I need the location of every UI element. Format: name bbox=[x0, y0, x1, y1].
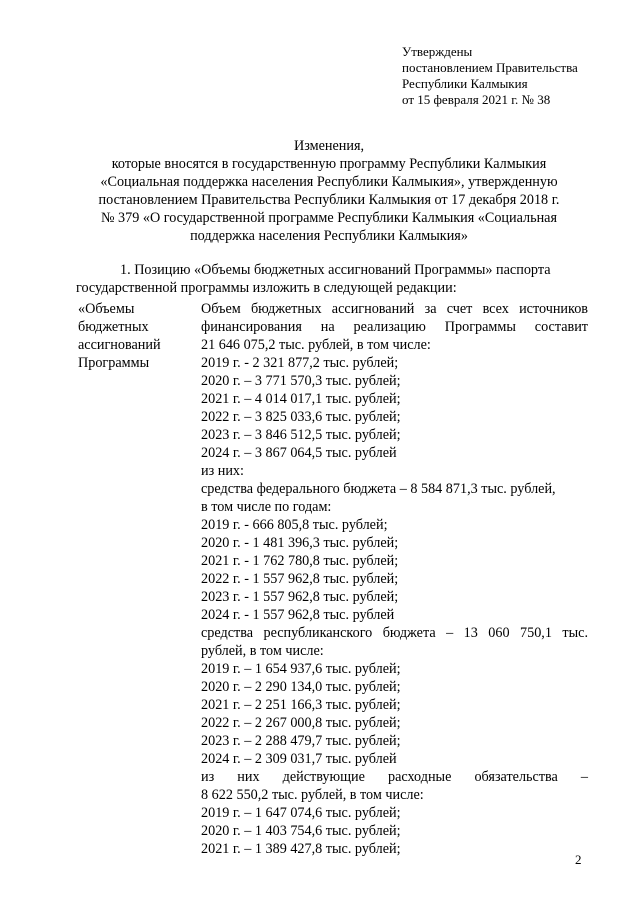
table-value-column bbox=[201, 300, 588, 858]
table-label-column bbox=[78, 300, 190, 372]
value-line: 8 622 550,2 тыс. рублей, в том числе: bbox=[201, 787, 424, 803]
approval-line: постановлением Правительства bbox=[402, 60, 578, 75]
value-line: 2023 г. – 2 288 479,7 тыс. рублей; bbox=[201, 733, 401, 749]
value-line: 2019 г. – 1 647 074,6 тыс. рублей; bbox=[201, 805, 401, 821]
value-line: рублей, в том числе: bbox=[201, 643, 324, 659]
value-line: 2019 г. - 2 321 877,2 тыс. рублей; bbox=[201, 355, 399, 371]
title-line: постановлением Правительства Республики Калмыкия от 17 декабря 2018 г. bbox=[98, 192, 560, 208]
value-line: Объем бюджетных ассигнований за счет всех источников bbox=[201, 301, 588, 317]
label-line: ассигнований bbox=[78, 337, 161, 353]
value-line: 2020 г. – 1 403 754,6 тыс. рублей; bbox=[201, 823, 401, 839]
value-line: 2020 г. – 2 290 134,0 тыс. рублей; bbox=[201, 679, 401, 695]
value-line: 2021 г. – 2 251 166,3 тыс. рублей; bbox=[201, 697, 401, 713]
approval-stamp bbox=[402, 44, 578, 108]
label-line: бюджетных bbox=[78, 319, 149, 335]
approval-line: от 15 февраля 2021 г. № 38 bbox=[402, 92, 551, 107]
value-line: финансирования на реализацию Программы составит bbox=[201, 319, 588, 335]
value-line: средства федерального бюджета – 8 584 871,3 тыс. рублей, bbox=[201, 481, 556, 497]
title-line: Изменения, bbox=[293, 138, 365, 154]
value-line: 2019 г. - 666 805,8 тыс. рублей; bbox=[201, 517, 388, 533]
value-line: средства республиканского бюджета – 13 060 750,1 тыс. bbox=[201, 625, 588, 641]
value-line: 2021 г. – 4 014 017,1 тыс. рублей; bbox=[201, 391, 401, 407]
title-line: «Социальная поддержка населения Республики Калмыкия», утвержденную bbox=[100, 174, 558, 190]
intro-paragraph bbox=[76, 261, 586, 297]
value-line: 2021 г. - 1 762 780,8 тыс. рублей; bbox=[201, 553, 399, 569]
intro-line: государственной программы изложить в следующей редакции: bbox=[76, 280, 457, 296]
value-line: в том числе по годам: bbox=[201, 499, 332, 515]
approval-line: Утверждены bbox=[402, 44, 473, 59]
value-line: 21 646 075,2 тыс. рублей, в том числе: bbox=[201, 337, 431, 353]
value-line: 2024 г. – 3 867 064,5 тыс. рублей bbox=[201, 445, 397, 461]
title-line: которые вносятся в государственную программу Республики Калмыкия bbox=[111, 156, 547, 172]
value-line: 2020 г. – 3 771 570,3 тыс. рублей; bbox=[201, 373, 401, 389]
value-line: 2023 г. – 3 846 512,5 тыс. рублей; bbox=[201, 427, 401, 443]
page-number: 2 bbox=[575, 852, 582, 867]
value-line: из них: bbox=[201, 463, 244, 479]
value-line: 2022 г. – 3 825 033,6 тыс. рублей; bbox=[201, 409, 401, 425]
value-line: из них действующие расходные обязательства – bbox=[201, 769, 588, 785]
intro-line: 1. Позицию «Объемы бюджетных ассигнований Программы» паспорта bbox=[120, 262, 551, 278]
title-line: № 379 «О государственной программе Республики Калмыкия «Социальная bbox=[100, 210, 558, 226]
value-line: 2024 г. – 2 309 031,7 тыс. рублей bbox=[201, 751, 397, 767]
value-line: 2022 г. – 2 267 000,8 тыс. рублей; bbox=[201, 715, 401, 731]
label-line: Программы bbox=[78, 355, 150, 371]
value-line: 2019 г. – 1 654 937,6 тыс. рублей; bbox=[201, 661, 401, 677]
title-line: поддержка населения Республики Калмыкия» bbox=[190, 228, 468, 244]
value-line: 2024 г. - 1 557 962,8 тыс. рублей bbox=[201, 607, 395, 623]
value-line: 2021 г. – 1 389 427,8 тыс. рублей; bbox=[201, 841, 401, 857]
value-line: 2020 г. - 1 481 396,3 тыс. рублей; bbox=[201, 535, 399, 551]
value-line: 2023 г. - 1 557 962,8 тыс. рублей; bbox=[201, 589, 399, 605]
value-line: 2022 г. - 1 557 962,8 тыс. рублей; bbox=[201, 571, 399, 587]
label-line: «Объемы bbox=[78, 301, 135, 317]
document-title bbox=[70, 137, 588, 245]
approval-line: Республики Калмыкия bbox=[402, 76, 528, 91]
